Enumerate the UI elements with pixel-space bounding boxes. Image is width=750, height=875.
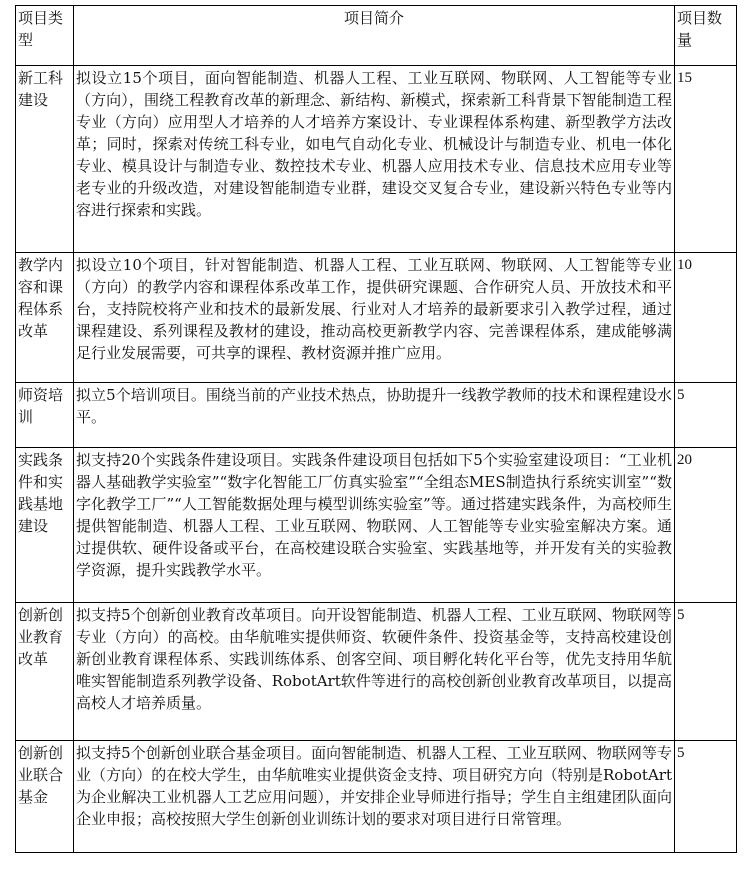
row-type: 创新创业联合基金 (16, 741, 74, 853)
row-type: 师资培训 (16, 383, 74, 448)
row-count: 5 (675, 383, 737, 448)
table-row (16, 448, 737, 603)
row-count: 10 (675, 253, 737, 383)
row-type: 实践条件和实践基地建设 (16, 448, 74, 603)
row-summary: 拟设立10个项目，针对智能制造、机器人工程、工业互联网、物联网、人工智能等专业（方向）的教学内容和课程体系改革工作，提供研究课题、合作研究人员、开放技术和平台，支持院校将产业和技术的最新发展、行业对人才培养的最新要求引入教学过程，通过课程建设、系列课程及教材的建设，推动高校更新教学内容、完善课程体系，建成能够满足行业发展需要，可共享的课程、教材资源并推广应用。 (74, 253, 675, 383)
row-summary: 拟支持20个实践条件建设项目。实践条件建设项目包括如下5个实验室建设项目：“工业机器人基础教学实验室”“数字化智能工厂仿真实验室”“全组态MES制造执行系统实训室”“数字化教学工厂”“人工智能数据处理与模型训练实验室”等。通过搭建实践条件，为高校师生提供智能制造、机器人工程、工业互联网、物联网、人工智能等专业实验室解决方案。通过提供软、硬件设备或平台，在高校建设联合实验室、实践基地等，并开发有关的实验教学资源，提升实践教学水平。 (74, 448, 675, 603)
header-type: 项目类型 (16, 6, 74, 66)
row-type: 教学内容和课程体系改革 (16, 253, 74, 383)
row-count: 5 (675, 603, 737, 741)
table-row (16, 253, 737, 383)
table-header-row (16, 6, 737, 66)
row-count: 5 (675, 741, 737, 853)
row-summary: 拟设立15个项目，面向智能制造、机器人工程、工业互联网、物联网、人工智能等专业（方向），围绕工程教育改革的新理念、新结构、新模式，探索新工科背景下智能制造工程专业（方向）应用型人才培养的人才培养方案设计、专业课程体系构建、新型教学方法改革；同时，探索对传统工科专业，如电气自动化专业、机械设计与制造专业、机电一体化专业、模具设计与制造专业、数控技术专业、机器人应用技术专业、信息技术应用专业等老专业的升级改造，对建设智能制造专业群，建设交叉复合专业，建设新兴特色专业等内容进行探索和实践。 (74, 66, 675, 253)
table-row (16, 741, 737, 853)
table-row (16, 66, 737, 253)
row-type: 创新创业教育改革 (16, 603, 74, 741)
row-count: 20 (675, 448, 737, 603)
row-summary: 拟支持5个创新创业教育改革项目。向开设智能制造、机器人工程、工业互联网、物联网等专业（方向）的高校。由华航唯实提供师资、软硬件条件、投资基金等，支持高校建设创新创业教育课程体系、实践训练体系、创客空间、项目孵化转化平台等，优先支持用华航唯实智能制造系列教学设备、RobotArt软件等进行的高校创新创业教育改革项目，以提高高校人才培养质量。 (74, 603, 675, 741)
table-row (16, 383, 737, 448)
row-summary: 拟支持5个创新创业联合基金项目。面向智能制造、机器人工程、工业互联网、物联网等专业（方向）的在校大学生，由华航唯实业提供资金支持、项目研究方向（特别是RobotArt为企业解决工业机器人工艺应用问题），并安排企业导师进行指导；学生自主组建团队面向企业申报；高校按照大学生创新创业训练计划的要求对项目进行日常管理。 (74, 741, 675, 853)
row-summary: 拟立5个培训项目。围绕当前的产业技术热点，协助提升一线教学教师的技术和课程建设水平。 (74, 383, 675, 448)
table-row (16, 603, 737, 741)
project-table (15, 5, 737, 853)
row-type: 新工科建设 (16, 66, 74, 253)
header-summary: 项目简介 (74, 6, 675, 66)
row-count: 15 (675, 66, 737, 253)
header-count: 项目数量 (675, 6, 737, 66)
